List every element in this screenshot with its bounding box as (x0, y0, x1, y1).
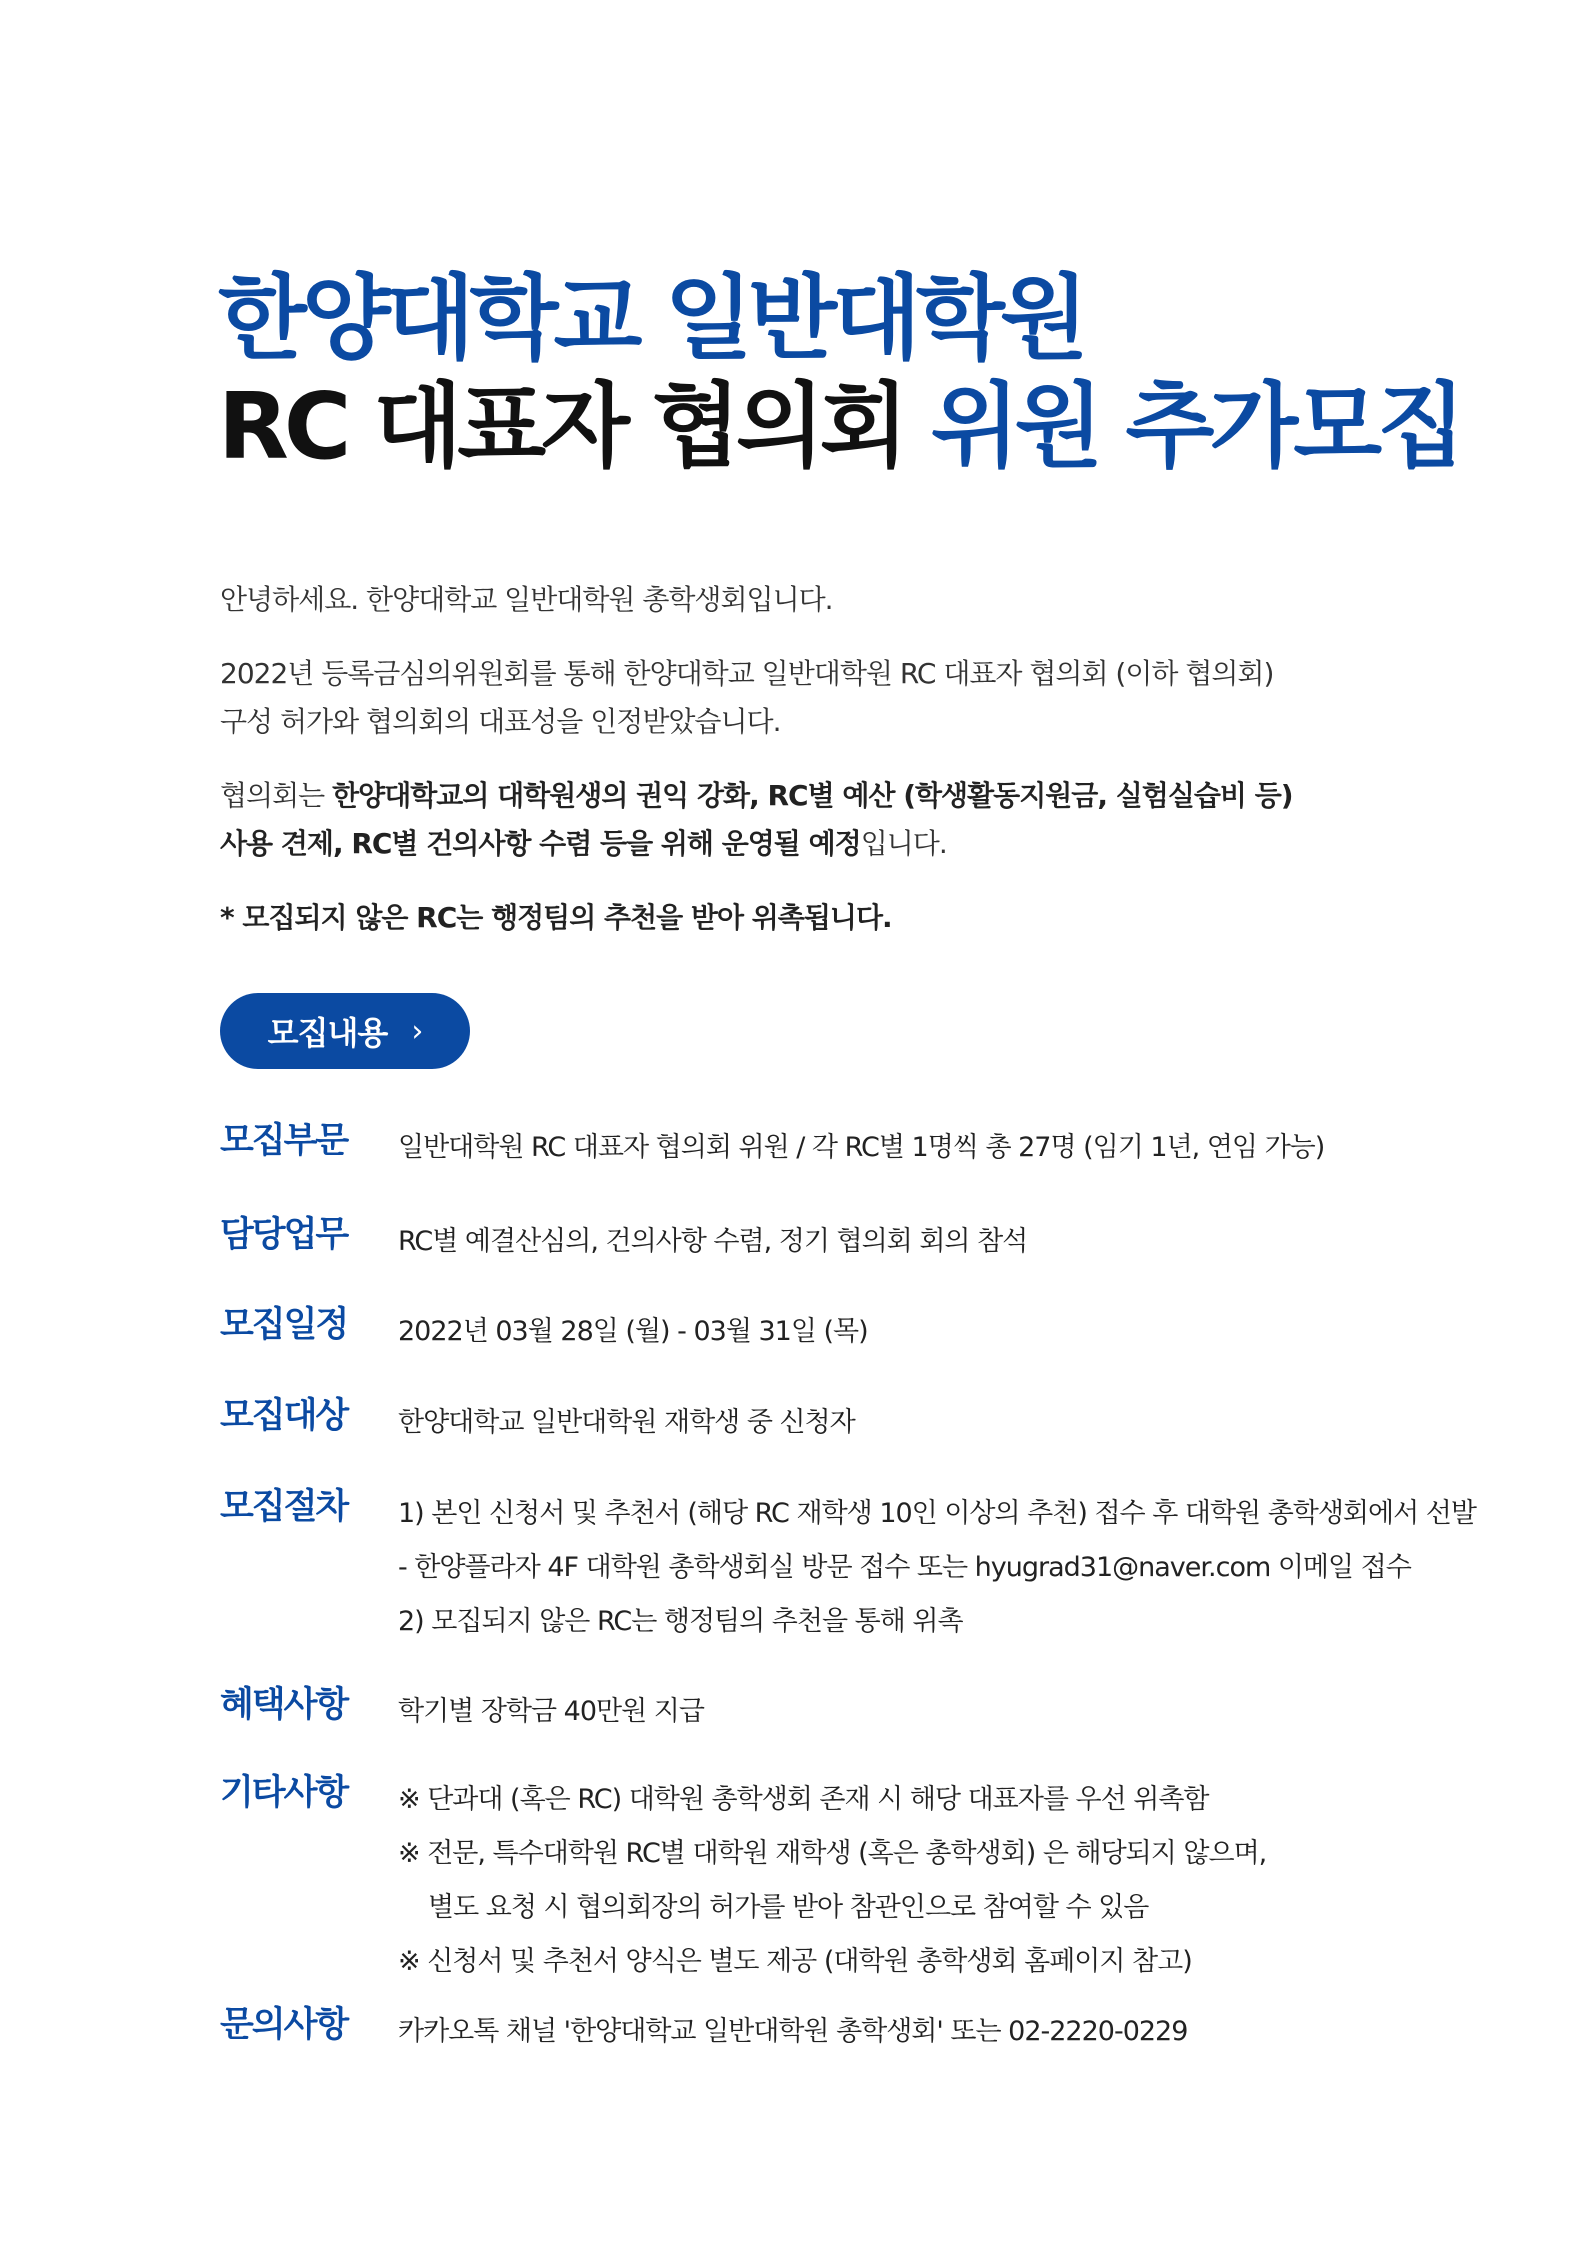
intro-note (220, 894, 1400, 942)
title-line-1: 한양대학교 일반대학원 (218, 265, 1084, 372)
detail-content (398, 1767, 1266, 1989)
detail-label: 모집대상 (220, 1396, 348, 1436)
detail-line: - 한양플라자 4F 대학원 총학생회실 방문 접수 또는 hyugrad31@naver.com 이메일 접수 (398, 1552, 1411, 1583)
page-title (218, 265, 1461, 481)
detail-content (398, 1390, 855, 1450)
intro-p3-line-1 (220, 772, 1400, 820)
detail-label: 모집부문 (220, 1121, 348, 1161)
detail-content (398, 1999, 1187, 2059)
note-text: * 모집되지 않은 RC는 행정팀의 추천을 받아 위촉됩니다. (220, 901, 892, 934)
detail-content (398, 1299, 868, 1359)
detail-label: 담당업무 (220, 1215, 348, 1255)
detail-row-benefit (220, 1679, 1480, 1739)
detail-row-field (220, 1115, 1480, 1175)
detail-content (398, 1209, 1027, 1269)
intro-p2-line-2: 구성 허가와 협의회의 대표성을 인정받았습니다. (220, 705, 781, 738)
intro-p3-prefix: 협의회는 (220, 779, 325, 812)
intro-p2-line-1: 2022년 등록금심의위원회를 통해 한양대학교 일반대학원 RC 대표자 협의회 (이하 협의회) (220, 657, 1274, 690)
detail-line: 별도 요청 시 협의회장의 허가를 받아 참관인으로 참여할 수 있음 (428, 1892, 1149, 1923)
intro-p3-bold-1: 한양대학교의 대학원생의 권익 강화, RC별 예산 (학생활동지원금, 실험실습비 등) (332, 779, 1293, 812)
intro-p3-line-2 (220, 820, 1400, 868)
title-line-2 (218, 373, 1461, 481)
intro-p3-suffix: 입니다. (860, 827, 947, 860)
detail-label: 혜택사항 (220, 1685, 348, 1725)
detail-label: 문의사항 (220, 2005, 348, 2045)
detail-row-target (220, 1390, 1480, 1450)
detail-line: ※ 전문, 특수대학원 RC별 대학원 재학생 (혹은 총학생회) 은 해당되지 않으며, (398, 1838, 1267, 1869)
detail-line: 2022년 03월 28일 (월) - 03월 31일 (목) (398, 1316, 868, 1347)
detail-line: 1) 본인 신청서 및 추천서 (해당 RC 재학생 10인 이상의 추천) 접수 후 대학원 총학생회에서 선발 (398, 1498, 1476, 1529)
detail-content (398, 1481, 1476, 1649)
badge-label: 모집내용 (267, 1014, 388, 1052)
detail-row-procedure (220, 1481, 1480, 1649)
detail-row-duty (220, 1209, 1480, 1269)
title-line-2-black: RC 대표자 협의회 (218, 373, 904, 480)
intro-section (220, 576, 1400, 968)
detail-label: 모집일정 (220, 1305, 348, 1345)
greeting-text: 안녕하세요. 한양대학교 일반대학원 총학생회입니다. (220, 583, 833, 616)
detail-line: ※ 단과대 (혹은 RC) 대학원 총학생회 존재 시 해당 대표자를 우선 위촉함 (398, 1784, 1209, 1815)
detail-content (398, 1115, 1324, 1175)
detail-line: 학기별 장학금 40만원 지급 (398, 1696, 704, 1727)
title-line-2-blue: 위원 추가모집 (930, 373, 1461, 480)
detail-label: 모집절차 (220, 1487, 348, 1527)
detail-label: 기타사항 (220, 1773, 348, 1813)
detail-row-etc (220, 1767, 1480, 1989)
detail-line: RC별 예결산심의, 건의사항 수렴, 정기 협의회 회의 참석 (398, 1226, 1028, 1257)
detail-line: 한양대학교 일반대학원 재학생 중 신청자 (398, 1407, 855, 1438)
chevron-right-icon: › (411, 1013, 423, 1049)
detail-line: 2) 모집되지 않은 RC는 행정팀의 추천을 통해 위촉 (398, 1606, 963, 1637)
detail-line: 일반대학원 RC 대표자 협의회 위원 / 각 RC별 1명씩 총 27명 (임기 1년, 연임 가능) (398, 1132, 1325, 1163)
intro-greeting (220, 576, 1400, 624)
detail-row-schedule (220, 1299, 1480, 1359)
intro-paragraph-2 (220, 650, 1400, 746)
recruitment-details-badge (220, 993, 470, 1069)
detail-content (398, 1679, 704, 1739)
detail-line: ※ 신청서 및 추천서 양식은 별도 제공 (대학원 총학생회 홈페이지 참고) (398, 1946, 1192, 1977)
detail-row-contact (220, 1999, 1480, 2059)
intro-paragraph-3 (220, 772, 1400, 868)
detail-line: 카카오톡 채널 '한양대학교 일반대학원 총학생회' 또는 02-2220-0229 (398, 2016, 1188, 2047)
details-list (220, 1115, 1480, 2059)
intro-p3-bold-2: 사용 견제, RC별 건의사항 수렴 등을 위해 운영될 예정 (220, 827, 861, 860)
